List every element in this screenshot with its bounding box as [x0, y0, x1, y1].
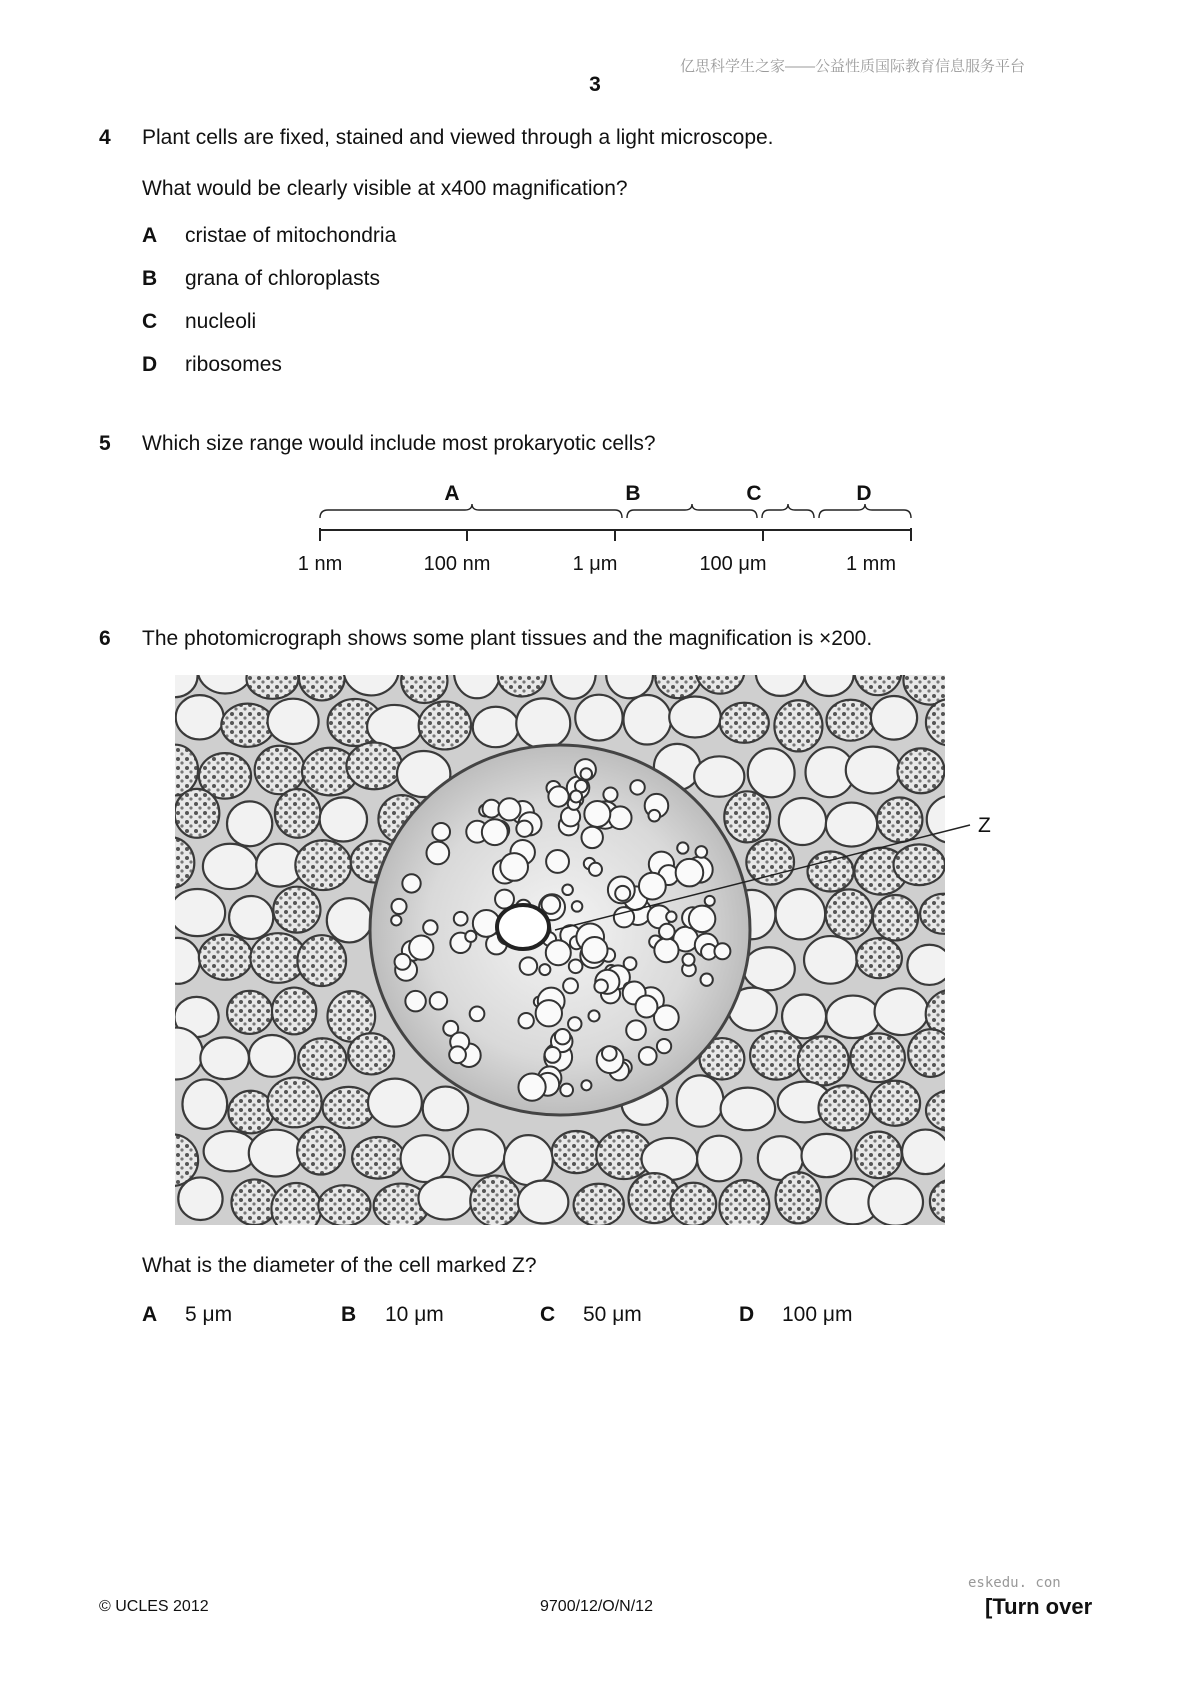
bundle-cell [405, 991, 425, 1011]
bundle-cell [545, 1047, 561, 1063]
tissue-cell [846, 747, 901, 794]
tissue-cell [231, 1179, 277, 1225]
tissue-cell [346, 743, 402, 790]
tissue-cell [327, 898, 372, 942]
tissue-cell [897, 748, 944, 793]
tissue-cell [273, 887, 320, 933]
tissue-cell [295, 840, 351, 890]
bundle-cell [423, 920, 437, 934]
q6-option-b-letter: B [341, 1303, 357, 1326]
q4-option-b-letter: B [142, 267, 158, 290]
bundle-cell [568, 1017, 581, 1030]
brace-d [819, 504, 911, 518]
tick-label-100um: 100 μm [699, 553, 767, 575]
bundle-cell [430, 992, 447, 1009]
tissue-cell [774, 700, 822, 751]
tissue-cell [271, 1183, 321, 1225]
bundle-cell [518, 1013, 533, 1028]
q4-option-b-text: grana of chloroplasts [185, 267, 380, 290]
tissue-cell [255, 746, 305, 794]
bundle-cell [426, 842, 449, 865]
bundle-cell [536, 1000, 562, 1026]
size-scale-diagram [280, 470, 920, 580]
tissue-cell [348, 1033, 394, 1074]
bundle-cell [581, 768, 593, 780]
tissue-cell [669, 696, 720, 737]
brace-b [627, 504, 757, 518]
tissue-cell [868, 1178, 923, 1225]
question-6-number: 6 [99, 627, 111, 650]
tissue-cell [516, 698, 570, 748]
tissue-cell [750, 1031, 803, 1080]
bundle-cell [449, 1046, 466, 1063]
tissue-cell [798, 1036, 849, 1085]
footer-code: 9700/12/O/N/12 [540, 1598, 653, 1615]
bundle-cell [539, 964, 550, 975]
bundle-cell [454, 912, 468, 926]
tissue-cell [870, 1081, 920, 1126]
photomicrograph [175, 675, 945, 1225]
tissue-cell [227, 801, 272, 846]
tissue-cell [352, 1137, 404, 1179]
range-label-b: B [625, 482, 641, 505]
bundle-cell [630, 780, 644, 794]
q6-option-d-text: 100 μm [782, 1303, 853, 1326]
tissue-cell [272, 988, 316, 1035]
tissue-cell [423, 1087, 468, 1131]
bundle-cell [588, 1010, 599, 1021]
question-4-stem: Plant cells are fixed, stained and viewed through a light microscope. [142, 126, 774, 149]
tissue-cell [199, 935, 252, 980]
site-watermark: eskedu. con [968, 1575, 1061, 1591]
bundle-cell [520, 957, 538, 975]
bundle-cell [432, 823, 450, 841]
bundle-cell [594, 979, 607, 992]
question-6-stem: The photomicrograph shows some plant tissues and the magnification is ×200. [142, 627, 873, 650]
tissue-cell [575, 695, 622, 741]
bundle-cell [391, 915, 401, 925]
tissue-cell [175, 889, 225, 936]
tissue-cell [677, 1075, 724, 1126]
tissue-cell [743, 947, 794, 990]
q4-option-d-text: ribosomes [185, 353, 282, 376]
tissue-cell [782, 995, 826, 1039]
tissue-cell [418, 1177, 472, 1220]
brace-a [320, 504, 622, 518]
tissue-cell [826, 996, 879, 1039]
bundle-cell [500, 853, 528, 881]
tissue-cell [697, 1136, 741, 1182]
bundle-cell [518, 1074, 545, 1101]
q6-option-a-letter: A [142, 1303, 158, 1326]
bundle-cell [555, 1029, 570, 1044]
tissue-cell [178, 1177, 222, 1220]
tissue-cell [802, 1134, 852, 1177]
q4-option-a-text: cristae of mitochondria [185, 224, 397, 247]
tissue-cell [518, 1181, 569, 1224]
tissue-cell [419, 702, 471, 750]
bundle-cell [560, 1084, 573, 1097]
tissue-cell [320, 797, 367, 841]
bundle-cell [639, 1047, 657, 1065]
tissue-cell [275, 789, 321, 838]
bundle-cell [636, 996, 658, 1018]
tissue-cell [748, 748, 795, 797]
tissue-cell [176, 695, 224, 739]
tissue-cell [203, 844, 257, 889]
q6-option-a-text: 5 μm [185, 1303, 233, 1326]
tissue-cell [552, 1131, 601, 1173]
bundle-cell [682, 954, 694, 966]
brace-c [762, 504, 814, 518]
tissue-cell [249, 1130, 303, 1177]
bundle-cell [602, 1046, 617, 1061]
question-4-number: 4 [99, 126, 111, 149]
footer-copyright: © UCLES 2012 [99, 1598, 209, 1615]
bundle-cell [563, 978, 578, 993]
z-pointer-line [555, 825, 970, 930]
tissue-cell [850, 1033, 904, 1082]
tick-label-1um: 1 μm [572, 553, 618, 575]
range-label-c: C [746, 482, 762, 505]
tissue-cell [470, 1176, 520, 1225]
tissue-cell [182, 1079, 227, 1128]
q6-option-b-text: 10 μm [385, 1303, 444, 1326]
q4-option-d-letter: D [142, 353, 158, 376]
bundle-cell [701, 974, 713, 986]
tissue-cell [827, 700, 875, 741]
q6-option-c-text: 50 μm [583, 1303, 642, 1326]
tissue-cell [268, 1078, 322, 1128]
turn-over: [Turn over [985, 1594, 1093, 1619]
range-label-a: A [444, 482, 460, 505]
tissue-cell [776, 1172, 821, 1223]
q4-option-a-letter: A [142, 224, 158, 247]
bundle-cell [498, 798, 520, 820]
tissue-cell [902, 1130, 945, 1174]
tissue-cell [694, 756, 744, 796]
bundle-cell [482, 819, 508, 845]
tissue-cell [200, 1037, 249, 1079]
question-4-text: What would be clearly visible at x400 magnification? [142, 177, 628, 200]
tissue-cell [228, 1091, 273, 1134]
tissue-cell [401, 1135, 450, 1182]
tick-label-1nm: 1 nm [297, 553, 343, 575]
q4-option-c-text: nucleoli [185, 310, 257, 333]
bundle-cell [581, 1080, 591, 1090]
bundle-cell [657, 1039, 671, 1053]
tissue-cell [875, 988, 929, 1035]
tissue-cell [871, 696, 917, 740]
bundle-cell [569, 959, 583, 973]
bundle-cell [516, 821, 532, 837]
z-label: Z [978, 814, 991, 837]
tissue-cell [671, 1183, 717, 1225]
tissue-cell [368, 1079, 422, 1127]
tissue-cell [221, 704, 274, 747]
q4-option-c-letter: C [142, 310, 158, 333]
q6-option-d-letter: D [739, 1303, 755, 1326]
tissue-cell [504, 1135, 553, 1185]
question-5-text: Which size range would include most prokaryotic cells? [142, 432, 656, 455]
bundle-cell [391, 899, 406, 914]
tissue-cell [453, 1129, 505, 1175]
tissue-cell [908, 1029, 945, 1077]
tissue-cell [473, 707, 519, 747]
tick-label-100nm: 100 nm [423, 553, 491, 575]
bundle-cell [402, 874, 420, 892]
z-pointer [540, 800, 1020, 950]
tissue-cell [318, 1185, 370, 1225]
range-label-d: D [856, 482, 872, 505]
tissue-cell [720, 703, 769, 743]
watermark-text: 亿思科学生之家——公益性质国际教育信息服务平台 [680, 58, 1026, 75]
tissue-cell [855, 1132, 902, 1179]
bundle-cell [395, 954, 411, 970]
tissue-cell [298, 1038, 346, 1079]
tissue-cell [574, 1184, 624, 1225]
q6-option-c-letter: C [540, 1303, 556, 1326]
tissue-cell [819, 1085, 871, 1130]
page-number: 3 [589, 73, 601, 96]
tissue-cell [175, 789, 219, 838]
question-6-text: What is the diameter of the cell marked Z? [142, 1254, 537, 1277]
tissue-cell [623, 695, 671, 744]
tissue-cell [721, 1088, 775, 1131]
bundle-cell [465, 931, 476, 942]
tissue-cell [268, 699, 319, 744]
tissue-cell [719, 1180, 769, 1225]
bundle-cell [470, 1006, 485, 1021]
tissue-cell [907, 945, 945, 985]
tissue-cell [249, 1035, 295, 1077]
tick-label-1mm: 1 mm [846, 553, 896, 575]
tissue-cell [323, 1087, 375, 1128]
bundle-cell [409, 935, 433, 959]
tissue-cell [297, 935, 346, 986]
tissue-cell [297, 1127, 345, 1175]
bundle-cell [626, 1020, 646, 1040]
tissue-cell [227, 991, 272, 1034]
question-5-number: 5 [99, 432, 111, 455]
tissue-cell [229, 896, 273, 939]
